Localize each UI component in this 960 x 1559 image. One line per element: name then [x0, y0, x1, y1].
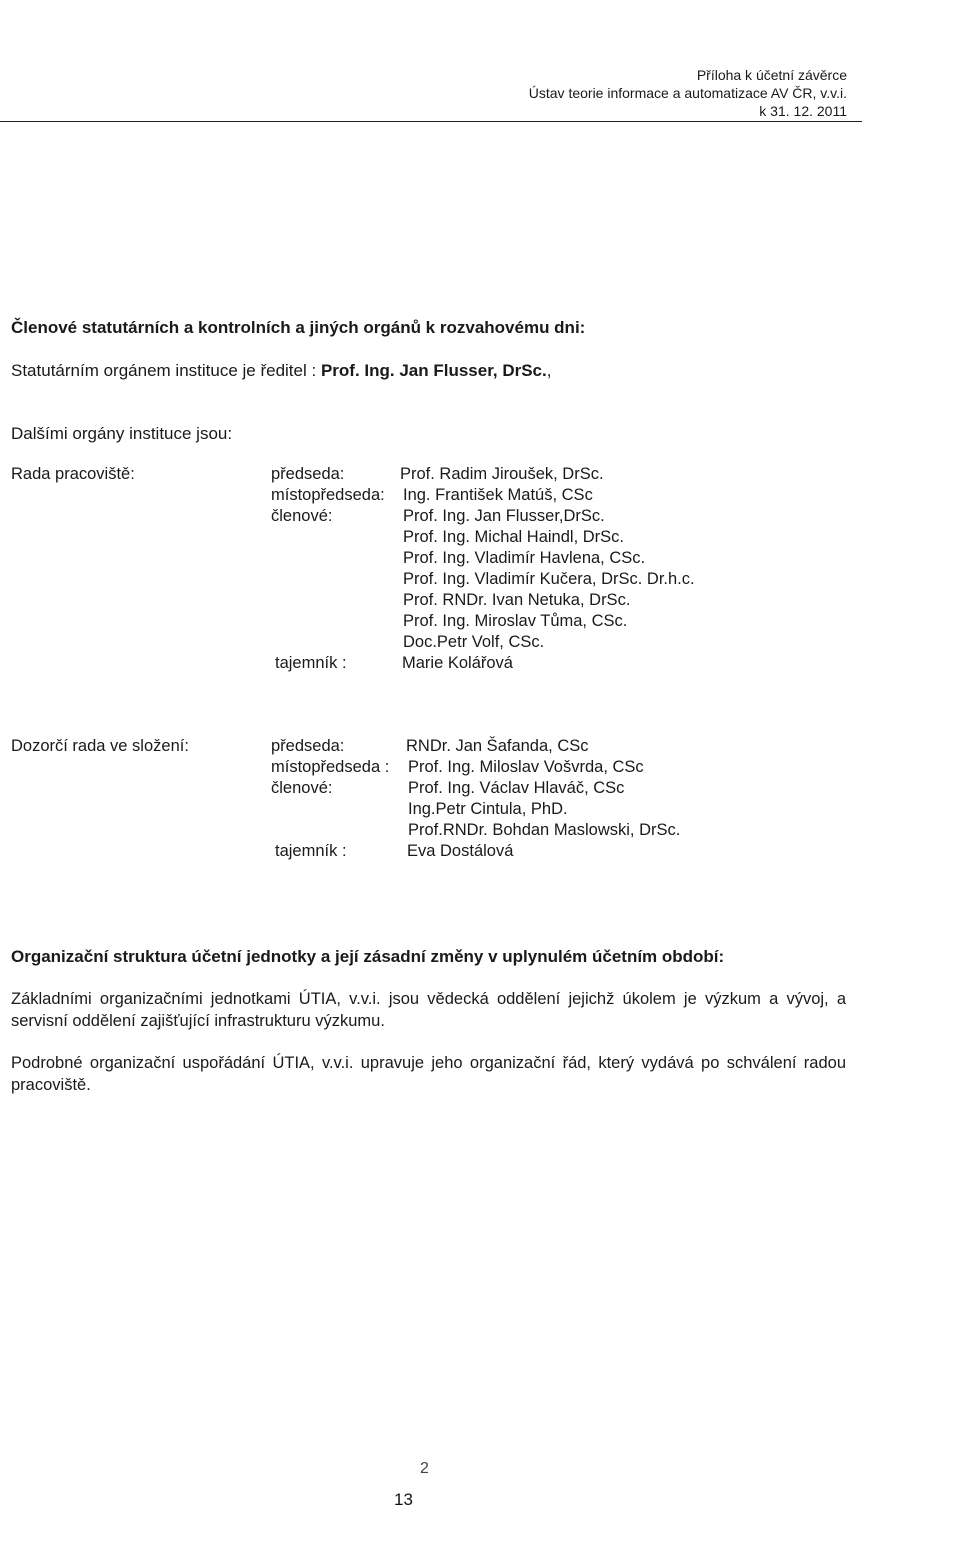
dozorci-member: Ing.Petr Cintula, PhD.: [408, 800, 568, 818]
rada-chair-name: Prof. Radim Jiroušek, DrSc.: [400, 465, 604, 483]
header-line-2: Ústav teorie informace a automatizace AV ČR, v.v.i.: [528, 85, 847, 101]
statutory-name: Prof. Ing. Jan Flusser, DrSc.: [320, 361, 547, 380]
dozorci-role-secretary: tajemník :: [275, 842, 347, 860]
rada-member: Prof. Ing. Miroslav Tůma, CSc.: [403, 612, 628, 630]
section-heading-members: Členové statutárních a kontrolních a jiných orgánů k rozvahovému dni:: [11, 318, 586, 337]
dozorci-role-vice-chair: místopředseda :: [271, 758, 390, 776]
dozorci-role-labels: [271, 736, 411, 862]
rada-member: Prof. Ing. Vladimír Kučera, DrSc. Dr.h.c.: [403, 570, 695, 588]
rada-role-chair: předseda:: [271, 465, 345, 483]
page-number-small: 2: [420, 1460, 429, 1477]
statutory-line: [11, 361, 551, 381]
statutory-suffix: ,: [546, 361, 552, 380]
page-number: 13: [394, 1490, 413, 1509]
rada-member: Prof. RNDr. Ivan Netuka, DrSc.: [403, 591, 631, 609]
rada-member: Prof. Ing. Michal Haindl, DrSc.: [403, 528, 624, 546]
section-heading-org-structure: Organizační struktura účetní jednotky a její zásadní změny v uplynulém účetním období:: [11, 947, 725, 966]
dozorci-role-members: členové:: [271, 779, 333, 797]
header-line-1: Příloha k účetní závěrce: [696, 67, 847, 83]
dozorci-role-chair: předseda:: [271, 737, 345, 755]
org-paragraph-1: Základními organizačními jednotkami ÚTIA, v.v.i. jsou vědecká oddělení jejichž úkolem je výzkum a vývoj, a servisní oddělení zajišťující infrastrukturu výzkumu.: [11, 990, 846, 1030]
rada-role-vice-chair: místopředseda:: [271, 486, 385, 504]
rada-member: Doc.Petr Volf, CSc.: [403, 633, 545, 651]
other-bodies-intro: Dalšími orgány instituce jsou:: [11, 424, 233, 443]
dozorci-member: Prof.RNDr. Bohdan Maslowski, DrSc.: [408, 821, 681, 839]
dozorci-member: Prof. Ing. Václav Hlaváč, CSc: [408, 779, 625, 797]
rada-names: [400, 464, 695, 674]
rada-secretary-name: Marie Kolářová: [402, 654, 513, 672]
dozorci-chair-name: RNDr. Jan Šafanda, CSc: [406, 737, 589, 755]
header-divider: [0, 121, 862, 122]
dozorci-title: Dozorčí rada ve složení:: [11, 737, 189, 755]
org-paragraph-2: Podrobné organizační uspořádání ÚTIA, v.v.i. upravuje jeho organizační řád, který vydává po schválení radou pracoviště.: [11, 1054, 846, 1094]
dozorci-vice-chair-name: Prof. Ing. Miloslav Vošvrda, CSc: [408, 758, 644, 776]
rada-role-labels: [271, 464, 401, 674]
dozorci-names: [406, 736, 680, 862]
rada-vice-chair-name: Ing. František Matúš, CSc: [403, 486, 593, 504]
statutory-prefix: Statutárním orgánem instituce je ředitel :: [11, 361, 317, 380]
rada-role-members: členové:: [271, 507, 333, 525]
rada-member: Prof. Ing. Vladimír Havlena, CSc.: [403, 549, 646, 567]
dozorci-secretary-name: Eva Dostálová: [407, 842, 514, 860]
rada-title: Rada pracoviště:: [11, 465, 135, 483]
header-line-3: k 31. 12. 2011: [759, 103, 847, 119]
rada-member: Prof. Ing. Jan Flusser,DrSc.: [403, 507, 605, 525]
rada-role-secretary: tajemník :: [275, 654, 347, 672]
